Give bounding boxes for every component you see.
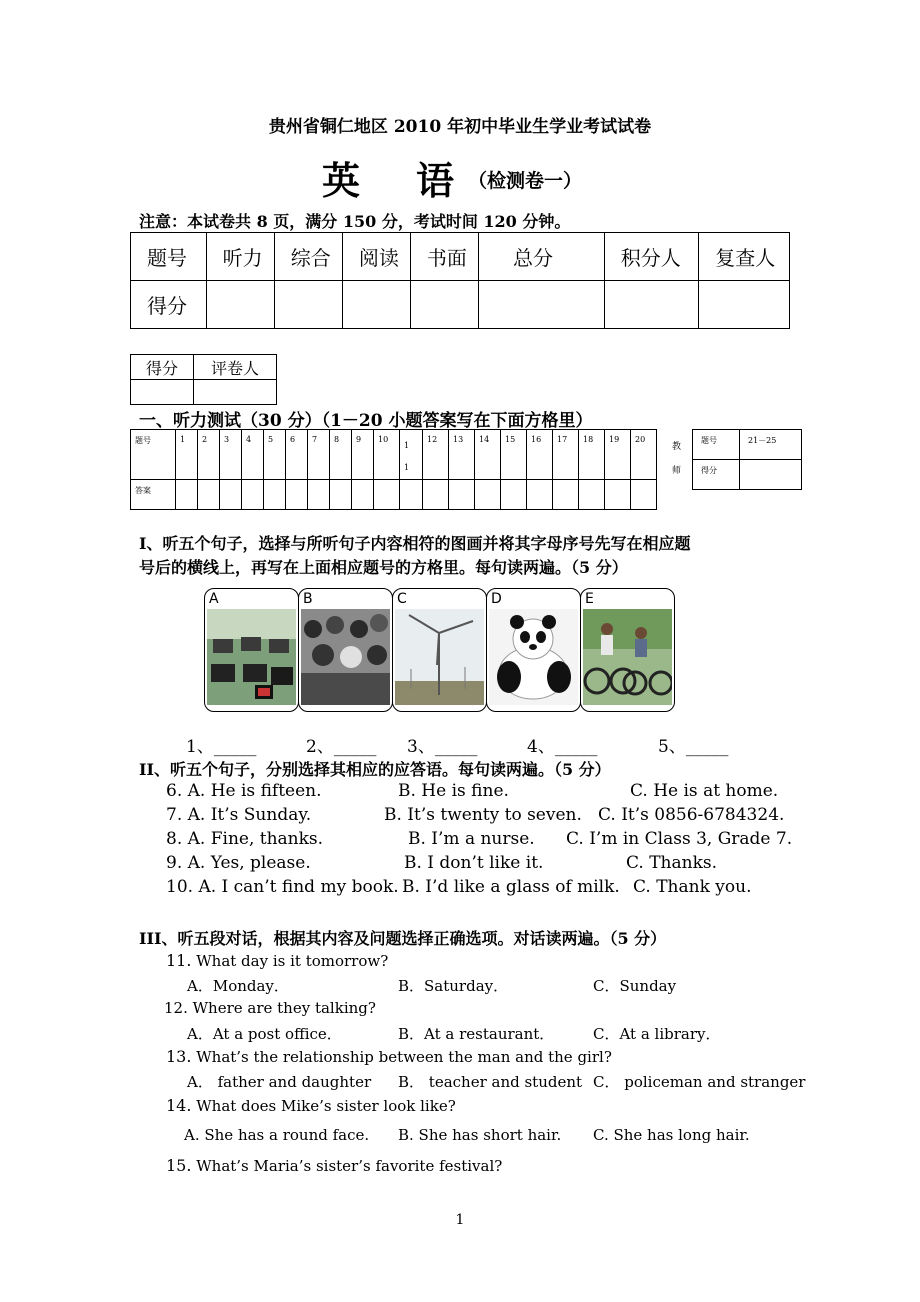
picture-strip (204, 588, 676, 712)
q6-option-b[interactable]: B. He is fine. (398, 781, 509, 801)
wind-turbine-image (395, 609, 484, 705)
subject-char-2: 语 (416, 158, 455, 203)
part-1-instruction-line-1: I、听五个句子，选择与所听句子内容相符的图画并将其字母序号先写在相应题 (139, 534, 691, 553)
answer-cell[interactable] (553, 480, 579, 510)
question-number: 15 (501, 430, 527, 480)
score-header-cell: 复查人 (699, 233, 790, 281)
score-header-cell: 听力 (206, 233, 274, 281)
score-table-header-row (131, 233, 790, 281)
answer-cell[interactable] (449, 480, 475, 510)
q9-option-a[interactable]: 9. A. Yes, please. (166, 853, 311, 873)
q9-option-b[interactable]: B. I don’t like it. (404, 853, 544, 873)
q14-question: 14. What does Mike’s sister look like? (166, 1096, 456, 1115)
question-number: 20 (631, 430, 657, 480)
question-number: 12 (423, 430, 449, 480)
q8-option-a[interactable]: 8. A. Fine, thanks. (166, 829, 324, 849)
answer-cell[interactable] (374, 480, 400, 510)
subject-char-1: 英 (322, 158, 361, 203)
q13-option-a[interactable]: A． father and daughter (187, 1073, 372, 1091)
question-number: 13 (449, 430, 475, 480)
answer-cell[interactable] (475, 480, 501, 510)
q11-option-c[interactable]: C．Sunday (593, 977, 677, 995)
question-number: 16 (527, 430, 553, 480)
answer-grid-row-label: 题号 (131, 430, 176, 480)
picture-b-crowd: B (298, 588, 393, 712)
question-number: 2 (198, 430, 220, 480)
q14-option-c[interactable]: C. She has long hair. (593, 1126, 750, 1144)
score-row-label: 得分 (131, 281, 207, 329)
answer-cell[interactable] (423, 480, 449, 510)
q11-question: 11. What day is it tomorrow? (166, 951, 389, 970)
picture-e-cyclists: E (580, 588, 675, 712)
part-1-instruction-line-2: 号后的横线上，再写在上面相应题号的方格里。每句读两遍。（5 分） (139, 558, 628, 577)
question-number: 4 (242, 430, 264, 480)
picture-d-panda: D (486, 588, 581, 712)
answer-blank-4[interactable]: 4、_____ (527, 737, 598, 757)
grader-name-cell[interactable] (194, 380, 277, 405)
answer-blank-1[interactable]: 1、_____ (186, 737, 257, 757)
question-number: 7 (308, 430, 330, 480)
part-3-title: III、听五段对话，根据其内容及问题选择正确选项。对话读两遍。（5 分） (139, 929, 667, 948)
question-number: 18 (579, 430, 605, 480)
teacher-score-table (692, 429, 802, 490)
q12-option-c[interactable]: C．At a library． (593, 1025, 721, 1043)
q8-option-c[interactable]: C. I’m in Class 3, Grade 7. (566, 829, 793, 849)
q11-option-b[interactable]: B．Saturday． (398, 977, 509, 995)
part-2-title: II、听五个句子，分别选择其相应的应答语。每句读两遍。（5 分） (139, 760, 611, 779)
score-header-cell: 总分 (479, 233, 605, 281)
q11-option-a[interactable]: A．Monday． (187, 977, 289, 995)
answer-grid (130, 429, 657, 510)
answer-cell[interactable] (605, 480, 631, 510)
exam-title: 贵州省铜仁地区 2010 年初中毕业生学业考试试卷 (268, 117, 652, 137)
question-number: 9 (352, 430, 374, 480)
q12-option-b[interactable]: B．At a restaurant． (398, 1025, 555, 1043)
q13-option-b[interactable]: B． teacher and student (398, 1073, 583, 1091)
question-number: 3 (220, 430, 242, 480)
answer-grid-number-row (131, 430, 657, 480)
question-number: 1 (176, 430, 198, 480)
q10-option-c[interactable]: C. Thank you. (633, 877, 752, 897)
question-number: 5 (264, 430, 286, 480)
score-cell[interactable] (206, 281, 274, 329)
q8-option-b[interactable]: B. I’m a nurse. (408, 829, 535, 849)
answer-blank-3[interactable]: 3、_____ (407, 737, 478, 757)
score-cell[interactable] (604, 281, 699, 329)
score-cell[interactable] (274, 281, 342, 329)
answer-cell[interactable] (242, 480, 264, 510)
q10-option-b[interactable]: B. I’d like a glass of milk. (402, 877, 620, 897)
answer-cell[interactable] (176, 480, 198, 510)
question-number: 19 (605, 430, 631, 480)
score-cell[interactable] (479, 281, 605, 329)
q7-option-c[interactable]: C. It’s 0856-6784324. (598, 805, 785, 825)
question-number: 8 (330, 430, 352, 480)
q15-question: 15. What’s Maria’s sister’s favorite festival? (166, 1156, 503, 1175)
exam-notice: 注意：本试卷共 8 页，满分 150 分，考试时间 120 分钟。 (139, 212, 571, 231)
grader-table (130, 354, 277, 405)
teacher-table-score-label: 得分 (693, 460, 740, 490)
grader-score-cell[interactable] (131, 380, 194, 405)
score-header-cell: 阅读 (342, 233, 410, 281)
q10-option-a[interactable]: 10. A. I can’t find my book. (166, 877, 399, 897)
q6-option-c[interactable]: C. He is at home. (630, 781, 779, 801)
answer-cell[interactable] (264, 480, 286, 510)
q6-option-a[interactable]: 6. A. He is fifteen. (166, 781, 322, 801)
crowd-image (301, 609, 390, 705)
question-number: 6 (286, 430, 308, 480)
panda-image (489, 609, 578, 705)
question-number: 17 (553, 430, 579, 480)
answer-blank-2[interactable]: 2、_____ (306, 737, 377, 757)
q12-question: 12. Where are they talking? (164, 999, 376, 1017)
q7-option-b[interactable]: B. It’s twenty to seven. (384, 805, 582, 825)
cyclists-image (583, 609, 672, 705)
answer-cell[interactable] (631, 480, 657, 510)
section-1-title: 一、听力测试（30 分）（1－20 小题答案写在下面方格里） (139, 411, 593, 431)
question-number: 14 (475, 430, 501, 480)
score-cell[interactable] (699, 281, 790, 329)
teacher-table-label: 题号 (693, 430, 740, 460)
answer-cell[interactable] (400, 480, 423, 510)
q7-option-a[interactable]: 7. A. It’s Sunday. (166, 805, 312, 825)
answer-cell[interactable] (286, 480, 308, 510)
q13-question: 13. What’s the relationship between the man and the girl? (166, 1047, 612, 1066)
answer-blank-5[interactable]: 5、_____ (658, 737, 729, 757)
subject-note: （检测卷一） (468, 170, 583, 192)
answer-cell[interactable] (501, 480, 527, 510)
teacher-table-range: 21－25 (740, 430, 802, 460)
score-table-score-row (131, 281, 790, 329)
answer-grid-row-label: 答案 (131, 480, 176, 510)
page-number: 1 (455, 1212, 465, 1228)
q12-option-a[interactable]: A．At a post office． (187, 1025, 342, 1043)
answer-cell[interactable] (330, 480, 352, 510)
teacher-score-cell[interactable] (740, 460, 802, 490)
score-cell[interactable] (410, 281, 478, 329)
answer-cell[interactable] (220, 480, 242, 510)
score-header-cell: 书面 (410, 233, 478, 281)
grader-name-label: 评卷人 (194, 355, 277, 380)
subject-title (322, 150, 454, 205)
question-number-11: 1 1 (400, 430, 423, 480)
answer-cell[interactable] (308, 480, 330, 510)
q13-option-c[interactable]: C． policeman and stranger (593, 1073, 806, 1091)
score-cell[interactable] (342, 281, 410, 329)
answer-cell[interactable] (527, 480, 553, 510)
teacher-label: 教 师 (672, 442, 682, 476)
q14-option-b[interactable]: B. She has short hair. (398, 1126, 562, 1144)
computer-room-image (207, 609, 296, 705)
answer-grid-answer-row (131, 480, 657, 510)
picture-a-computer-room: A (204, 588, 299, 712)
q9-option-c[interactable]: C. Thanks. (626, 853, 718, 873)
grader-score-label: 得分 (131, 355, 194, 380)
answer-cell[interactable] (579, 480, 605, 510)
answer-cell[interactable] (198, 480, 220, 510)
score-table (130, 232, 790, 329)
score-header-cell: 积分人 (604, 233, 699, 281)
score-header-cell: 题号 (131, 233, 207, 281)
q14-option-a[interactable]: A. She has a round face. (184, 1126, 370, 1144)
question-number: 10 (374, 430, 400, 480)
picture-c-wind-turbines: C (392, 588, 487, 712)
score-header-cell: 综合 (274, 233, 342, 281)
answer-cell[interactable] (352, 480, 374, 510)
